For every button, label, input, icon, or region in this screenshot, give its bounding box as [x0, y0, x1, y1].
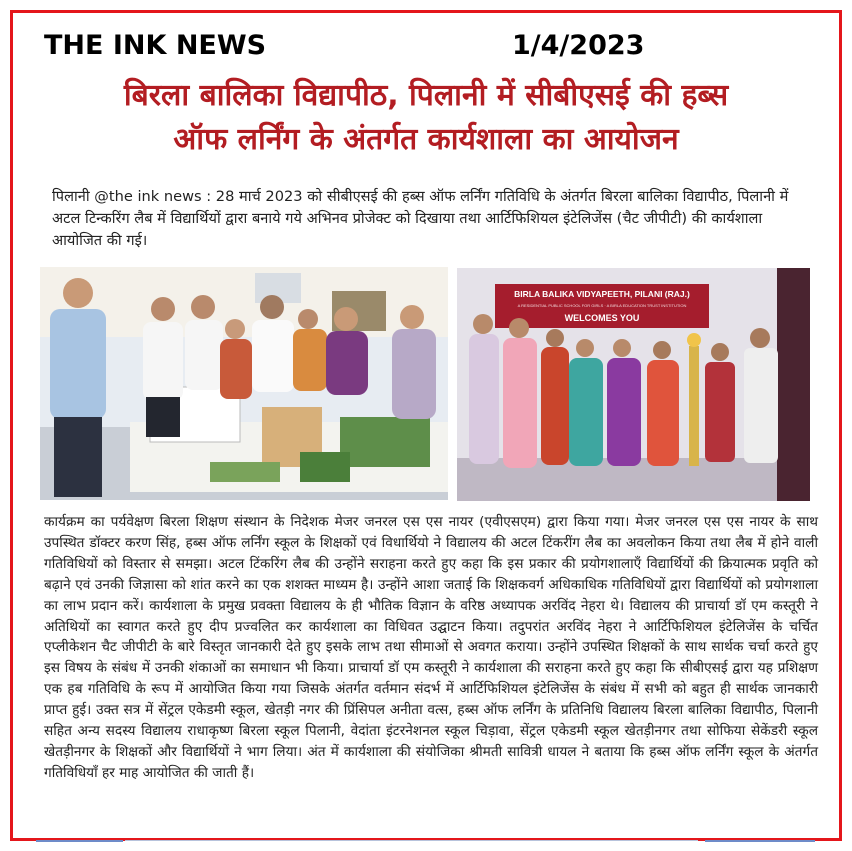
footer-rule-right — [705, 840, 815, 842]
banner-subtitle: A RESIDENTIAL PUBLIC SCHOOL FOR GIRLS · A BIRLA EDUCATION TRUST INSTITUTION — [517, 303, 687, 308]
lab-visit-photo — [40, 267, 448, 500]
headline — [30, 74, 822, 162]
footer-rule-middle — [125, 840, 698, 841]
article-body: कार्यक्रम का पर्यवेक्षण बिरला शिक्षण संस्थान के निदेशक मेजर जनरल एस एस नायर (एवीएसएम) द्वारा किया गया। मेजर जनरल एस एस नायर के साथ उपस्थित डॉक्टर करण सिंह, हब्स ऑफ लर्निंग स्कूल के शिक्षकों एवं विधार्थियो ने विद्यालय की अटल टिंकरींग लैब का अवलोकन किया तथा लैब में होने वाली गतिविधियों को विस्तार से समझा। अटल टिंकरिंग लैब की उन्होंने सराहना करते हुए कहा कि इस प्रकार की प्रयोगशालाएँ विद्यार्थियों की क्रियात्मक प्रवृति को बढ़ाने एवं उनकी जिज्ञासा को शांत करने का एक शशक्त माध्यम है। उन्होंने आशा जताई कि शिक्षकवर्ग अधिकाधिक गतिविधियों द्वारा विद्यार्थियों को प्रयोगशाला का लाभ प्रदान करें। कार्यशाला के प्रमुख प्रवक्ता विद्यालय के ही भौतिक विज्ञान के वरिष्ठ अध्यापक अरविंद नेहरा थे। विद्यालय की प्राचार्या डॉ एम कस्तूरी ने अतिथियों का स्वागत करते हुए दीप प्रज्वलित कर कार्यशाला का विधिवत उद्घाटन किया। तदुपरांत अरविंद नेहरा ने आर्टिफिशियल इंटेलिजेंस के चर्चित एप्लीकेशन चैट जीपीटी के बारे विस्तृत जानकारी देते हुए इसके लाभ तथा सीमाओं से अवगत कराया। उन्होंने उपस्थित शिक्षकों के साथ सार्थक चर्चा करते हुए इस विषय के संबंध में उनकी शंकाओं का समाधान भी किया। प्राचार्या डॉ एम कस्तूरी ने कार्यशाला की सराहना करते हुए कहा कि सीबीएसई द्वारा यह प्रशिक्षण एक हब गतिविधि के रूप में आयोजित किया गया जिसके अंतर्गत वर्तमान संदर्भ में आर्टिफिशियल इंटेलिजेंस के संबंध में सभी को बहुत ही सार्थक जानकारी प्राप्त हुई। उक्त सत्र में सेंट्रल एकेडमी स्कूल, खेतड़ी नगर की प्रिंसिपल अनीता वत्स, हब्स ऑफ लर्निंग के प्रतिनिधि विद्यालय बिरला बालिका विद्यापीठ, पिलानी सहित अन्य सदस्य विद्यालय राधाकृष्ण बिरला स्कूल पिलानी, वेदांता इंटरनेशनल स्कूल चिड़ावा, सेंट्रल एकेडमी स्कूल खेतड़ीनगर तथा सोफिया सेकेंडरी स्कूल खेतड़ीनगर के शिक्षकों और विद्यार्थियों ने भाग लिया। अंत में कार्यशाला की संयोजिका श्रीमती सावित्री धायल ने बताया कि हब्स ऑफ लर्निंग स्कूल के अंतर्गत गतिविधियाँ हर माह आयोजित की जाती हैं। — [44, 514, 819, 781]
publication-name: THE INK NEWS — [44, 30, 267, 61]
headline-line-1: बिरला बालिका विद्यापीठ, पिलानी में सीबीएसई की हब्स — [123, 78, 729, 113]
publication-date: 1/4/2023 — [512, 30, 645, 61]
masthead — [44, 30, 804, 68]
banner-school-name: BIRLA BALIKA VIDYAPEETH, PILANI (RAJ.) — [514, 289, 690, 299]
footer-rule-left — [36, 840, 123, 842]
lab-visit-illustration — [40, 267, 448, 500]
headline-line-2: ऑफ लर्निंग के अंतर्गत कार्यशाला का आयोजन — [173, 122, 679, 157]
lamp-lighting-photo — [457, 268, 810, 501]
stage-illustration — [457, 268, 810, 501]
intro-paragraph: पिलानी @the ink news : 28 मार्च 2023 को सीबीएसई की हब्स ऑफ लर्निंग गतिविधि के अंतर्गत बिरला बालिका विद्यापीठ, पिलानी में अटल टिन्करिंग लैब में विद्यार्थियों द्वारा बनाये गये अभिनव प्रोजेक्ट को दिखाया तथा आर्टिफिशियल इंटेलिजेंस (चैट जीपीटी) की कार्यशाला आयोजित की गई। — [52, 188, 789, 249]
banner-welcome: WELCOMES YOU — [564, 313, 640, 323]
